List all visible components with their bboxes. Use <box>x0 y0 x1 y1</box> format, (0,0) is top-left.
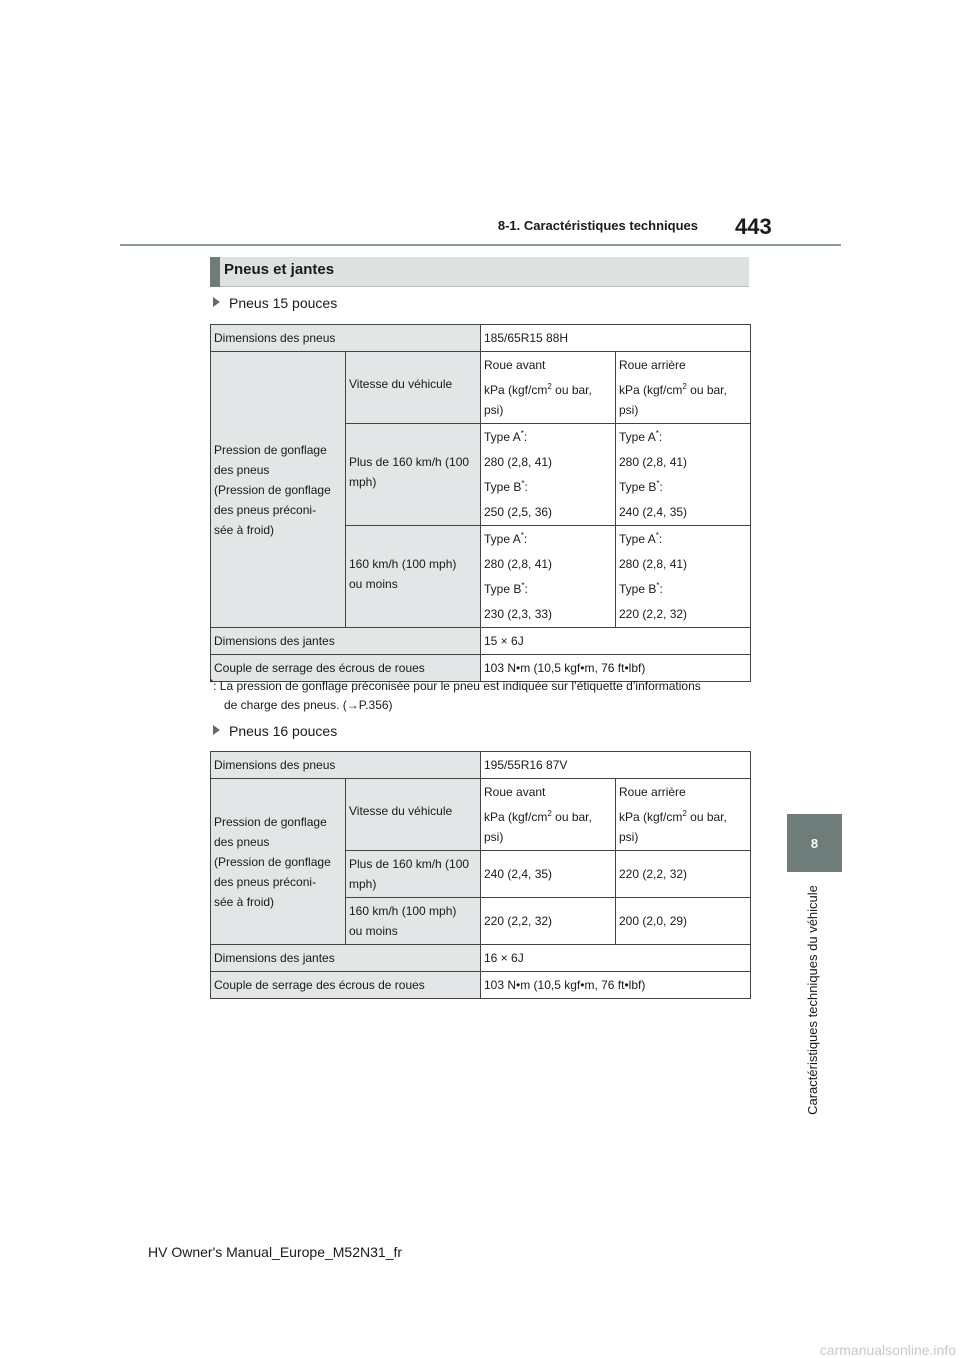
wheel-size-label: Dimensions des jantes <box>211 628 481 655</box>
front-wheel-header: Roue avant kPa ($kgf/cm^2$ ou bar, psi) <box>481 352 616 424</box>
rear-pressure-over-160: 220 (2,2, 32) <box>616 851 751 898</box>
footnote-marker: * <box>210 678 214 687</box>
speed-label: Vitesse du véhicule <box>346 352 481 424</box>
torque-value: 103 N•m (10,5 kgf•m, 76 ft•lbf) <box>481 655 751 682</box>
wheel-size-value: 16 × 6J <box>481 945 751 972</box>
section-title-band <box>210 257 749 287</box>
speed-under-160-label: 160 km/h (100 mph) ou moins <box>346 898 481 945</box>
speed-label: Vitesse du véhicule <box>346 779 481 851</box>
pressure-label: Pression de gonflage des pneus (Pression de gonflage des pneus préconi- sée à froid) <box>211 779 346 945</box>
chapter-number: 8 <box>810 835 819 851</box>
footnote-line-2[interactable]: de charge des pneus. (→P.356) <box>224 698 393 712</box>
speed-over-160-label: Plus de 160 km/h (100 mph) <box>346 424 481 526</box>
table-row <box>211 325 751 352</box>
wheel-size-value: 15 × 6J <box>481 628 751 655</box>
front-pressure-over-160: 240 (2,4, 35) <box>481 851 616 898</box>
tire-size-label: Dimensions des pneus <box>211 325 481 352</box>
front-pressure-over-160: Type A*: 280 (2,8, 41) Type B*: 250 (2,5, 36) <box>481 424 616 526</box>
table-row <box>211 352 751 424</box>
table-row <box>211 628 751 655</box>
header-rule <box>120 244 841 246</box>
tire-size-label: Dimensions des pneus <box>211 752 481 779</box>
torque-value: 103 N•m (10,5 kgf•m, 76 ft•lbf) <box>481 972 751 999</box>
rear-pressure-under-160: 200 (2,0, 29) <box>616 898 751 945</box>
speed-under-160-label: 160 km/h (100 mph) ou moins <box>346 526 481 628</box>
rear-pressure-under-160: Type A*: 280 (2,8, 41) Type B*: 220 (2,2, 32) <box>616 526 751 628</box>
front-wheel-header: Roue avant kPa ($kgf/cm^2$ ou bar, psi) <box>481 779 616 851</box>
tire-size-value: 185/65R15 88H <box>481 325 751 352</box>
subheading-15-inch <box>213 295 337 311</box>
footer-manual-id: HV Owner's Manual_Europe_M52N31_fr <box>148 1244 403 1260</box>
speed-over-160-label: Plus de 160 km/h (100 mph) <box>346 851 481 898</box>
subheading-16-inch <box>213 723 337 739</box>
page-number: 443 <box>735 214 772 239</box>
triangle-bullet-icon <box>213 725 220 735</box>
section-title: Pneus et jantes <box>224 261 335 278</box>
front-pressure-under-160: 220 (2,2, 32) <box>481 898 616 945</box>
section-band-accent <box>210 257 220 287</box>
rear-pressure-over-160: Type A*: 280 (2,8, 41) Type B*: 240 (2,4, 35) <box>616 424 751 526</box>
tire-table-15-inch <box>210 324 751 682</box>
table-row <box>211 752 751 779</box>
footnote <box>210 677 755 715</box>
tire-size-value: 195/55R16 87V <box>481 752 751 779</box>
subheading-15-text: Pneus 15 pouces <box>229 295 338 311</box>
wheel-size-label: Dimensions des jantes <box>211 945 481 972</box>
front-pressure-under-160: Type A*: 280 (2,8, 41) Type B*: 230 (2,3, 33) <box>481 526 616 628</box>
tire-table-16-inch <box>210 751 751 999</box>
torque-label: Couple de serrage des écrous de roues <box>211 655 481 682</box>
chapter-tab[interactable] <box>787 814 842 872</box>
watermark: carmanualsonline.info <box>819 1342 956 1358</box>
table-row <box>211 779 751 851</box>
section-heading: 8-1. Caractéristiques techniques <box>497 218 698 233</box>
triangle-bullet-icon <box>213 297 220 307</box>
table-row <box>211 945 751 972</box>
subheading-16-text: Pneus 16 pouces <box>229 723 338 739</box>
pressure-label: Pression de gonflage des pneus (Pression de gonflage des pneus préconi- sée à froid) <box>211 352 346 628</box>
chapter-title-vertical: Caractéristiques techniques du véhicule <box>805 885 820 1115</box>
footnote-line-1: : La pression de gonflage préconisée pour le pneu est indiquée sur l’étiquette d’informations <box>213 679 701 693</box>
rear-wheel-header: Roue arrière kPa ($kgf/cm^2$ ou bar, psi) <box>616 779 751 851</box>
torque-label: Couple de serrage des écrous de roues <box>211 972 481 999</box>
rear-wheel-header: Roue arrière kPa ($kgf/cm^2$ ou bar, psi) <box>616 352 751 424</box>
table-row <box>211 972 751 999</box>
